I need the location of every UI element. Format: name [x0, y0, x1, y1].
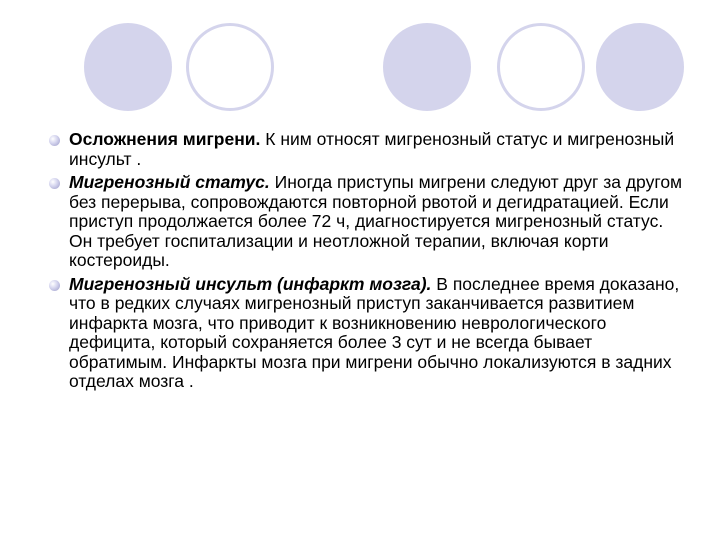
- bullet-item-complications: [47, 130, 687, 169]
- bullet-icon: [49, 178, 60, 189]
- decor-circle-3: [383, 23, 471, 111]
- bullet-icon: [49, 135, 60, 146]
- bullet-icon: [49, 280, 60, 291]
- bullet-item-migraine-status: [47, 173, 687, 271]
- decor-circle-5: [596, 23, 684, 111]
- item-lead: Мигренозный статус.: [69, 172, 270, 192]
- decor-circle-2: [186, 23, 274, 111]
- item-text: В последнее время доказано, что в редких случаях мигренозный приступ заканчивается развитием инфаркта мозга, что приводит к возникновению неврологического дефицита, который сохраняется более 3 сут и не всегда бывает обратимым. Инфаркты мозга при мигрени обычно локализуются в задних отделах мозга .: [69, 273, 680, 391]
- item-text: Иногда приступы мигрени следуют друг за другом без перерыва, сопровождаются повторной рвотой и дегидратацией. Если приступ продолжается более 72 ч, диагностируется мигренозный статус. Он требует госпитализации и неотложной терапии, включая корти костероиды.: [69, 172, 683, 270]
- item-lead: Осложнения мигрени.: [69, 129, 261, 149]
- slide-content: [47, 130, 687, 396]
- item-lead: Мигренозный инсульт (инфаркт мозга).: [69, 273, 432, 294]
- decor-circle-1: [84, 23, 172, 111]
- bullet-item-migraine-stroke: [47, 275, 687, 392]
- decor-circle-4: [497, 23, 585, 111]
- item-text: К ним относят мигренозный статус и мигренозный инсульт .: [69, 129, 675, 169]
